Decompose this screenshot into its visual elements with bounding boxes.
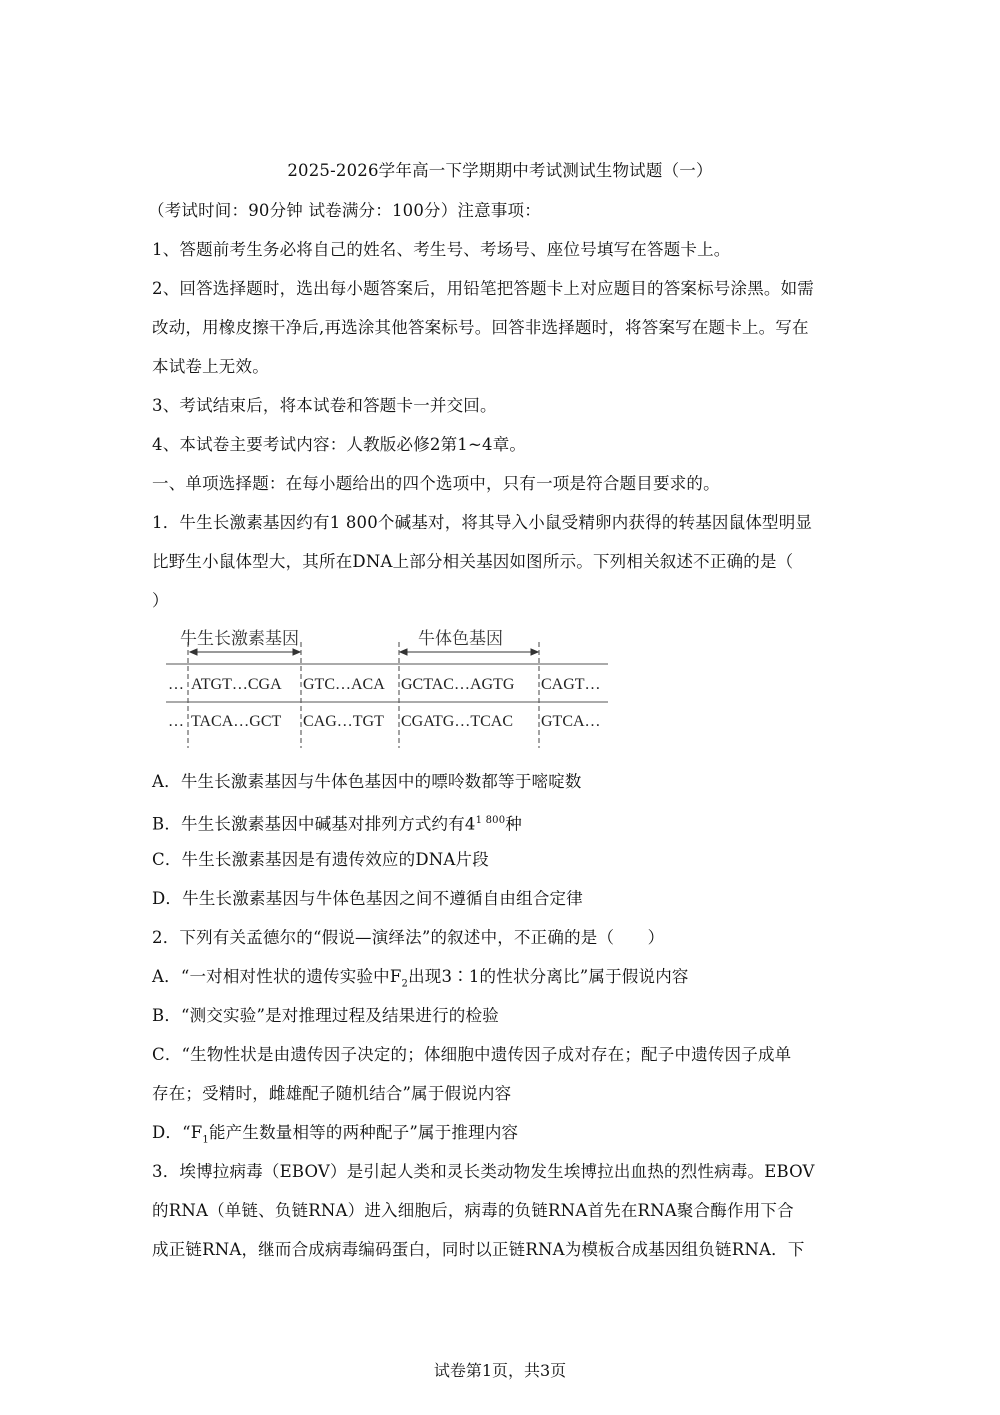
question-1-stem-line-2: 比野生小鼠体型大，其所在DNA上部分相关基因如图所示。下列相关叙述不正确的是（ (152, 552, 794, 571)
question-2-option-c-line-1: C．“生物性状是由遗传因子决定的；体细胞中遗传因子成对存在；配子中遗传因子成单 (152, 1045, 792, 1064)
question-1-option-d: D．牛生长激素基因与牛体色基因之间不遵循自由组合定律 (152, 889, 583, 908)
notice-item-4: 4、本试卷主要考试内容：人教版必修2第1~4章。 (152, 435, 527, 454)
top-strand-segment: … (168, 676, 184, 693)
question-1-stem-line-1: 1．牛生长激素基因约有1 800个碱基对，将其导入小鼠受精卵内获得的转基因鼠体型明显 (152, 513, 813, 532)
top-strand (168, 676, 601, 693)
question-3-stem-line-3: 成正链RNA，继而合成病毒编码蛋白，同时以正链RNA为模板合成基因组负链RNA．下 (152, 1240, 805, 1259)
gene-range-arrows (190, 649, 538, 655)
option-d-subscript: 1 (202, 1134, 209, 1146)
notice-header: （考试时间：90分钟 试卷满分：100分）注意事项： (148, 201, 541, 220)
option-a-suffix: 出现3∶1的性状分离比”属于假说内容 (408, 967, 689, 986)
top-strand-segment: ATGT…CGA (191, 676, 282, 693)
bottom-strand-segment: CGATG…TCAC (401, 713, 514, 730)
notice-item-2-line-2: 改动，用橡皮擦干净后,再选涂其他答案标号。回答非选择题时，将答案写在题卡上。写在 (152, 318, 809, 337)
question-3-stem-line-2: 的RNA（单链、负链RNA）进入细胞后，病毒的负链RNA首先在RNA聚合酶作用下合 (152, 1201, 794, 1220)
bottom-strand-segment: GTCA… (541, 713, 601, 730)
bottom-strand-segment: … (168, 713, 184, 730)
bottom-strand-segment: TACA…GCT (191, 713, 282, 730)
question-1-option-b (152, 810, 852, 836)
figure-label-right: 牛体色基因 (418, 629, 503, 648)
question-3-stem-line-1: 3．埃博拉病毒（EBOV）是引起人类和灵长类动物发生埃博拉出血热的烈性病毒。EBOV (152, 1162, 815, 1181)
page-footer: 试卷第1页，共3页 (433, 1361, 567, 1380)
bottom-strand-segment: CAG…TGT (303, 713, 384, 730)
question-2-option-c-line-2: 存在；受精时，雌雄配子随机结合”属于假说内容 (152, 1084, 512, 1103)
question-1-option-a: A．牛生长激素基因与牛体色基因中的嘌呤数都等于嘧啶数 (152, 772, 582, 791)
option-a-subscript: 2 (401, 978, 409, 990)
option-b-exponent: 1 800 (475, 815, 506, 826)
notice-item-1: 1、答题前考生务必将自己的姓名、考生号、考场号、座位号填写在答题卡上。 (152, 240, 731, 259)
dna-gene-figure (160, 620, 620, 755)
section-heading: 一、单项选择题：在每小题给出的四个选项中，只有一项是符合题目要求的。 (152, 474, 720, 493)
notice-item-2-line-1: 2、回答选择题时，选出每小题答案后，用铅笔把答题卡上对应题目的答案标号涂黑。如需 (152, 279, 814, 298)
segment-dividers (188, 642, 539, 748)
question-2-option-d (152, 1122, 852, 1151)
notice-item-3: 3、考试结束后，将本试卷和答题卡一并交回。 (152, 396, 497, 415)
question-1-option-c: C．牛生长激素基因是有遗传效应的DNA片段 (152, 850, 489, 869)
option-d-suffix: 能产生数量相等的两种配子”属于推理内容 (208, 1123, 519, 1142)
page-title: 2025-2026学年高一下学期期中考试测试生物试题（一） (287, 161, 713, 180)
top-strand-segment: CAGT… (541, 676, 601, 693)
top-strand-segment: GCTAC…AGTG (401, 676, 515, 693)
bottom-strand (168, 713, 601, 730)
question-2-option-a (152, 966, 852, 995)
option-b-text: B．牛生长激素基因中碱基对排列方式约有4 (152, 814, 476, 834)
question-1-stem-line-3: ） (152, 591, 169, 610)
notice-item-2-line-3: 本试卷上无效。 (152, 357, 269, 376)
question-2-option-b: B．“测交实验”是对推理过程及结果进行的检验 (152, 1006, 499, 1025)
figure-label-left: 牛生长激素基因 (180, 629, 299, 648)
top-strand-segment: GTC…ACA (303, 676, 385, 693)
question-2-stem: 2．下列有关孟德尔的“假说—演绎法”的叙述中，不正确的是（ ） (152, 928, 665, 947)
option-d-text: D．“F (152, 1123, 203, 1142)
option-a-text: A．“一对相对性状的遗传实验中F (152, 967, 402, 986)
option-b-suffix: 种 (505, 814, 522, 834)
